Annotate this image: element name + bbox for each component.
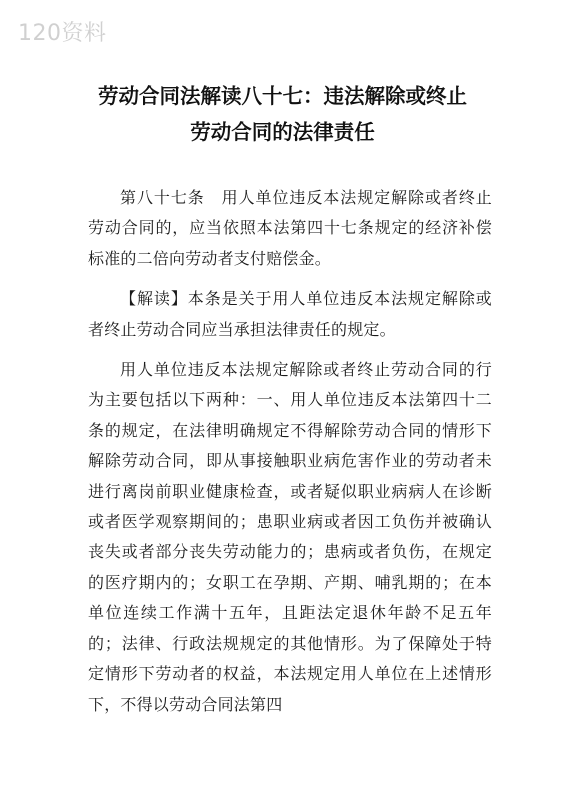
- paragraph-article-87: 第八十七条 用人单位违反本法规定解除或者终止劳动合同的，应当依照本法第四十七条规定的经济补偿标准的二倍向劳动者支付赔偿金。: [88, 188, 492, 268]
- paragraph-interpretation: 【解读】本条是关于用人单位违反本法规定解除或者终止劳动合同应当承担法律责任的规定。: [88, 289, 492, 339]
- title-line-2: 劳动合同的法律责任: [190, 120, 375, 144]
- document-title: [0, 78, 565, 150]
- watermark-logo: 120资料: [18, 21, 107, 46]
- paragraph-detail: 用人单位违反本法规定解除或者终止劳动合同的行为主要包括以下两种：一、用人单位违反本法第四十二条的规定，在法律明确规定不得解除劳动合同的情形下解除劳动合同，即从事接触职业病危害作业的劳动者未进行离岗前职业健康检查，或者疑似职业病病人在诊断或者医学观察期间的；患职业病或者因工负伤并被确认丧失或者部分丧失劳动能力的；患病或者负伤，在规定的医疗期内的；女职工在孕期、产期、哺乳期的；在本单位连续工作满十五年，且距法定退休年龄不足五年的；法律、行政法规规定的其他情形。为了保障处于特定情形下劳动者的权益，本法规定用人单位在上述情形下，不得以劳动合同法第四: [88, 360, 492, 714]
- title-line-1: 劳动合同法解读八十七：违法解除或终止: [98, 84, 467, 108]
- document-body: [88, 183, 492, 720]
